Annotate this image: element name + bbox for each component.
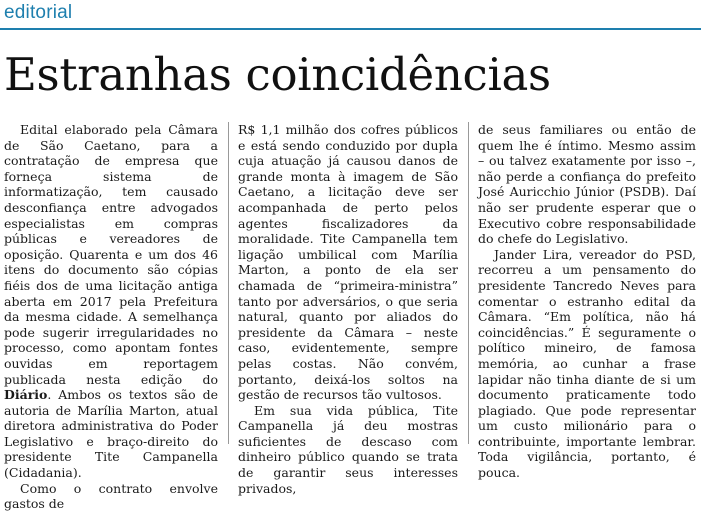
section-label: editorial bbox=[4, 2, 73, 23]
paragraph: Como o contrato envolve gastos de bbox=[4, 480, 218, 512]
paragraph-text: Edital elaborado pela Câmara de São Caetano, para a contratação de empresa que forneça sistema de informatização, tem causado desconfiança entre advogados especialistas em compras públicas e vereadores de oposição. Quarenta e um dos 46 itens do documento são cópias fiéis dos de uma licitação antiga aberta em 2017 pela Prefeitura da mesma cidade. A semelhança pode sugerir irregularidades no processo, como apontam fontes ouvidas em reportagem publicada nesta edição do bbox=[4, 122, 218, 387]
paragraph bbox=[4, 122, 218, 481]
column-divider bbox=[468, 122, 469, 444]
paragraph: de seus familiares ou então de quem lhe é íntimo. Mesmo assim – ou talvez exatamente por isso –, não perde a confiança do prefeito José Auricchio Júnior (PSDB). Daí não ser prudente esperar que o Executivo cobre responsabilidade do chefe do Legislativo. bbox=[478, 122, 696, 247]
headline: Estranhas coincidências bbox=[4, 48, 551, 101]
article-column-1 bbox=[4, 122, 218, 512]
paragraph: R$ 1,1 milhão dos cofres públicos e está sendo conduzido por dupla cuja atuação já causou danos de grande monta à imagem de São Caetano, a licitação deve ser acompanhada de perto pelos agentes fiscalizadores da moralidade. Tite Campanella tem ligação umbilical com Marília Marton, a ponto de ela ser chamada de “primeira-ministra” tanto por adversários, o que seria natural, quanto por aliados do presidente da Câmara – neste caso, evidentemente, sempre pelas costas. Não convém, portanto, deixá-los soltos na gestão de recursos tão vultosos. bbox=[238, 122, 458, 403]
newspaper-name: Diário bbox=[4, 387, 48, 403]
column-divider bbox=[228, 122, 229, 444]
article-column-2 bbox=[238, 122, 458, 496]
paragraph: Em sua vida pública, Tite Campanella já deu mostras suficientes de descaso com dinheiro público quando se trata de garantir seus interesses privados, bbox=[238, 402, 458, 496]
section-rule bbox=[0, 28, 701, 30]
paragraph: Jander Lira, vereador do PSD, recorreu a um pensamento do presidente Tancredo Neves para comentar o estranho edital da Câmara. “Em política, não há coincidências.” É seguramente o político mineiro, de famosa memória, ao cunhar a frase lapidar não tinha diante de si um documento praticamente todo plagiado. Que pode representar um custo milionário para o contribuinte, importante lembrar. Toda vigilância, portanto, é pouca. bbox=[478, 246, 696, 481]
article-column-3 bbox=[478, 122, 696, 481]
paragraph-text: . Ambos os textos são de autoria de Marília Marton, atual diretora administrativa do Poder Legislativo e braço-direito do presidente Tite Campanella (Cidadania). bbox=[4, 387, 218, 481]
